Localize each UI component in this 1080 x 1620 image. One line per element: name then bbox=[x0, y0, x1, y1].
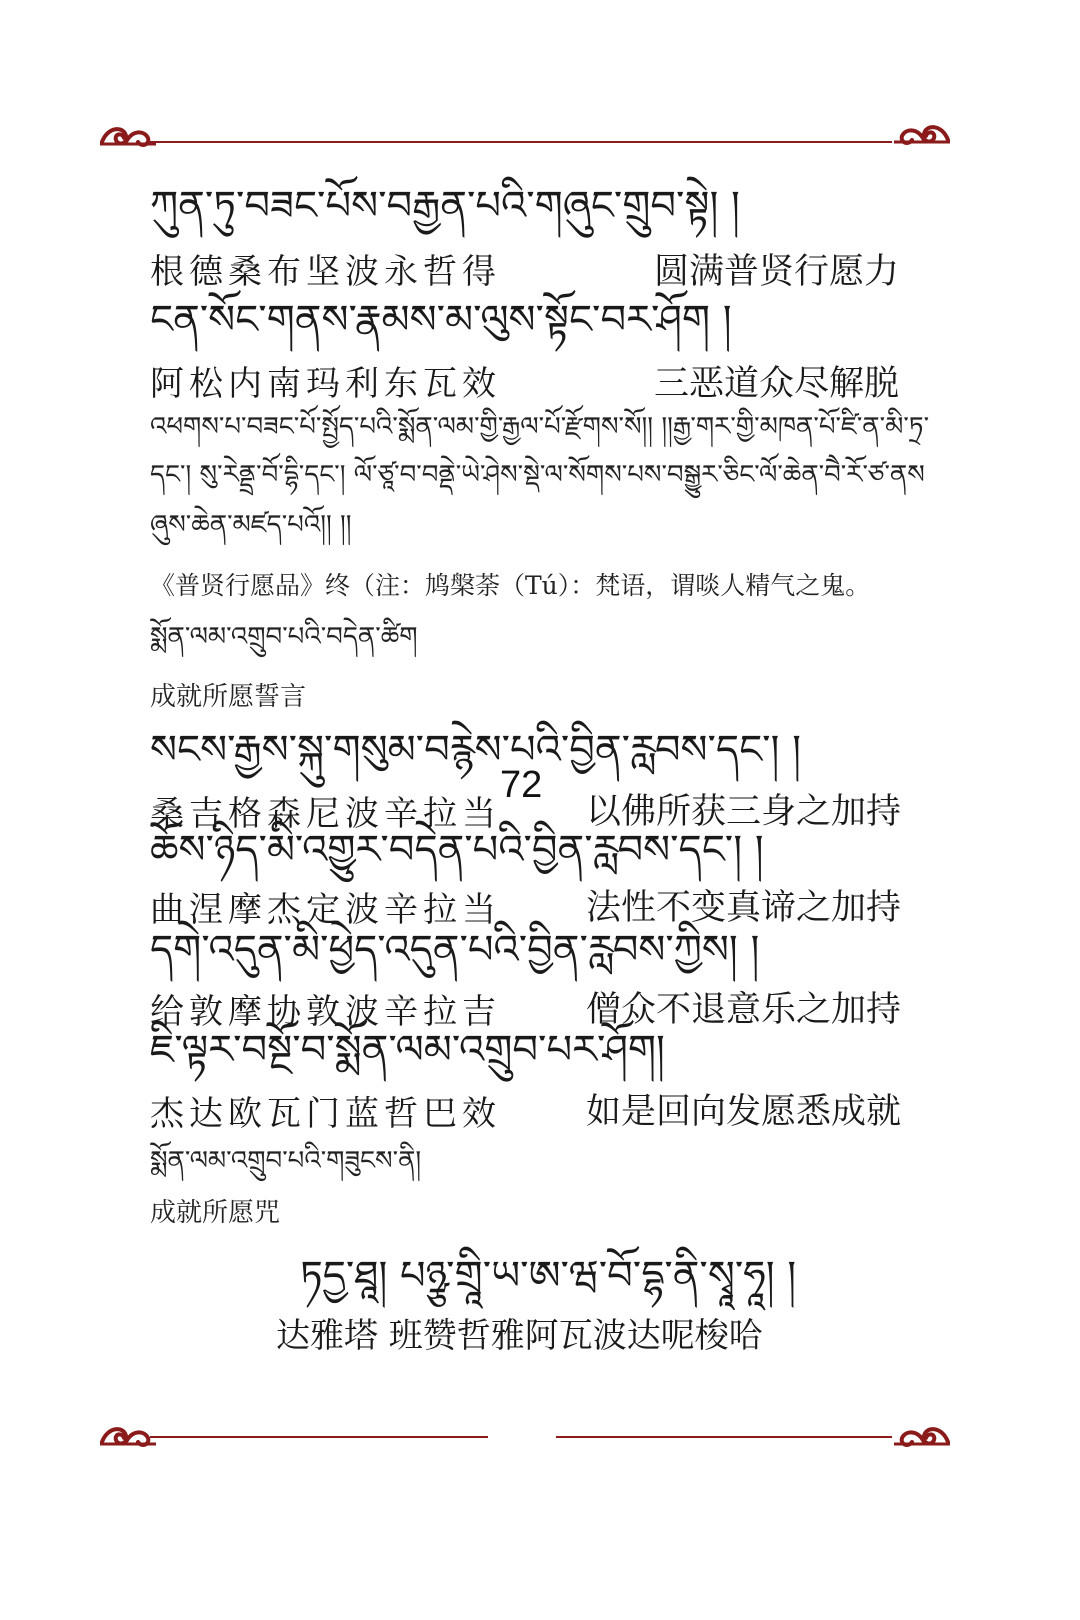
colophon-note: 《普贤行愿品》终（注：鸠槃荼（Tú）：梵语，谓啖人精气之鬼。 bbox=[150, 571, 871, 600]
vow-tibetan-verse-4: ཇི་ལྟར་བསྔོ་བ་སྨོན་ལམ་འགྲུབ་པར་ཤོག། bbox=[150, 1027, 665, 1073]
transliteration-1: 根德桑布坚波永哲得 bbox=[150, 252, 501, 292]
colophon-tibetan-line-1: འཕགས་པ་བཟང་པོ་སྤྱོད་པའི་སྨོན་ལམ་གྱི་རྒྱལ་པོ་རྫོགས་སོ།། །།རྒྱ་གར་གྱི་མཁན་པོ་ཛི་ན་མི་ཏྲ་ bbox=[150, 412, 930, 442]
vow-tibetan-verse-2: ཆོས་ཉིད་མི་འགྱུར་བདེན་པའི་བྱིན་རླབས་དང་། ། bbox=[150, 827, 764, 873]
vow-meaning-3: 僧众不退意乐之加持 bbox=[586, 990, 902, 1030]
mantra-tibetan: ཏདྱ་ཐཱ། པཉྩ་གྲཱི་ཡ་ཨ་ཝ་བོ་དྷ་ནི་སྭཱ་ཧཱ། ། bbox=[300, 1253, 797, 1299]
vow-transliteration-2: 曲涅摩杰定波辛拉当 bbox=[150, 890, 501, 930]
mantra-chinese: 达雅塔 班赞哲雅阿瓦波达呢梭哈 bbox=[276, 1316, 763, 1356]
transliteration-2: 阿松内南玛利东瓦效 bbox=[150, 364, 501, 404]
page-number: 72 bbox=[500, 764, 543, 806]
colophon-tibetan-line-3: ཞུས་ཆེན་མཛད་པའོ།། །། bbox=[150, 510, 352, 540]
bottom-border-line-right bbox=[556, 1436, 892, 1438]
mantra-section-tibetan-title: སྨོན་ལམ་འགྲུབ་པའི་གཟུངས་ནི། bbox=[150, 1146, 422, 1176]
chinese-meaning-1: 圆满普贤行愿力 bbox=[654, 252, 900, 292]
bottom-left-ornament bbox=[98, 1420, 158, 1454]
vow-tibetan-verse-3: དགེ་འདུན་མི་ཕྱེད་འདུན་པའི་བྱིན་རླབས་ཀྱིས། ། bbox=[150, 927, 760, 973]
vow-meaning-2: 法性不变真谛之加持 bbox=[586, 888, 902, 928]
tibetan-verse-1: ཀུན་ཏུ་བཟང་པོས་བརྒྱན་པའི་གཞུང་གྲུབ་སྟེ། ། bbox=[150, 183, 740, 229]
chinese-meaning-2: 三恶道众尽解脱 bbox=[654, 364, 900, 404]
vow-tibetan-verse-1: སངས་རྒྱས་སྐུ་གསུམ་བརྙེས་པའི་བྱིན་རླབས་དང་། ། bbox=[150, 727, 802, 773]
vow-transliteration-4: 杰达欧瓦门蓝哲巴效 bbox=[150, 1094, 501, 1134]
vow-section-title: 成就所愿誓言 bbox=[150, 682, 307, 712]
bottom-border-line-left bbox=[150, 1436, 488, 1438]
vow-section-tibetan-title: སྨོན་ལམ་འགྲུབ་པའི་བདེན་ཚིག bbox=[150, 622, 418, 652]
vow-transliteration-3: 给敦摩协敦波辛拉吉 bbox=[150, 992, 501, 1032]
top-border-line bbox=[150, 141, 892, 143]
vow-meaning-4: 如是回向发愿悉成就 bbox=[586, 1092, 902, 1132]
colophon-tibetan-line-2: དང་། སུ་རེནྡྲ་བོ་དྷི་དང་། ལོ་ཙཱ་བ་བནྡེ་ཡེ་ཤེས་སྡེ་ལ་སོགས་པས་བསྒྱུར་ཅིང་ལོ་ཆེན་བཻ་རོ་ཙ་ནས bbox=[150, 460, 925, 490]
bottom-right-ornament bbox=[892, 1420, 952, 1454]
top-right-ornament bbox=[892, 118, 952, 152]
vow-meaning-1: 以佛所获三身之加持 bbox=[586, 792, 902, 832]
vow-transliteration-1: 桑吉格森尼波辛拉当 bbox=[150, 794, 501, 834]
top-left-ornament bbox=[98, 120, 158, 154]
tibetan-verse-2: ངན་སོང་གནས་རྣམས་མ་ལུས་སྟོང་བར་ཤོག ། bbox=[150, 297, 732, 343]
mantra-section-title: 成就所愿咒 bbox=[150, 1198, 281, 1228]
